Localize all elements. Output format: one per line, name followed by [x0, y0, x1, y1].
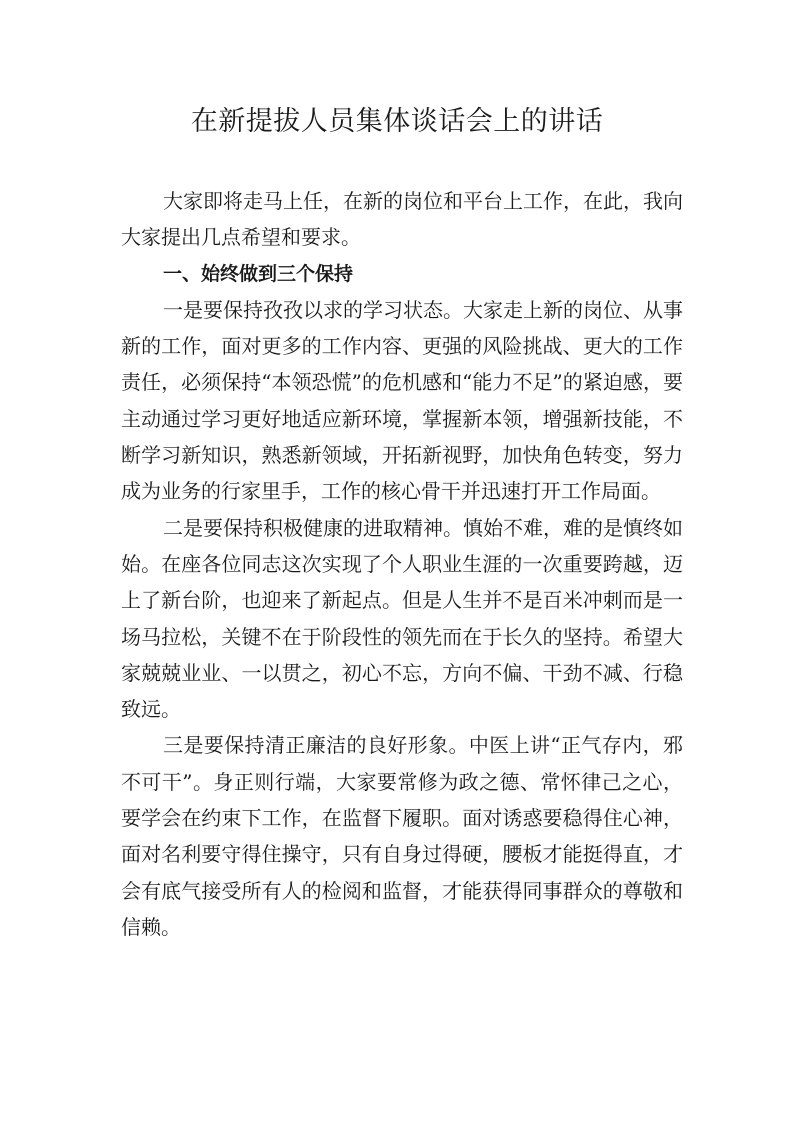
document-title: 在新提拔人员集体谈话会上的讲话 — [190, 106, 604, 137]
intro-paragraph: 大家即将走马上任，在新的岗位和平台上工作，在此，我向大家提出几点希望和要求。 — [121, 189, 683, 250]
section-heading: 一、始终做到三个保持 — [163, 262, 354, 285]
paragraph-study: 一是要保持孜孜以求的学习状态。大家走上新的岗位、从事新的工作，面对更多的工作内容、更强的风险挑战、更大的工作责任，必须保持“本领恐慌”的危机感和“能力不足”的紧迫感，要主动通过学习更好地适应新环境，掌握新本领，增强新技能，不断学习新知识，熟悉新领域，开拓新视野，加快角色转变，努力成为业务的行家里手，工作的核心骨干并迅速打开工作局面。 — [121, 297, 683, 504]
paragraph-integrity: 三是要保持清正廉洁的良好形象。中医上讲“正气存内，邪不可干”。身正则行端，大家要常修为政之德、常怀律己之心，要学会在约束下工作，在监督下履职。面对诱惑要稳得住心神，面对名利要守得住操守，只有自身过得硬，腰板才能挺得直，才会有底气接受所有人的检阅和监督，才能获得同事群众的尊敬和信赖。 — [121, 733, 683, 939]
document-body — [121, 183, 683, 945]
paragraph-spirit: 二是要保持积极健康的进取精神。慎始不难，难的是慎终如始。在座各位同志这次实现了个人职业生涯的一次重要跨越，迈上了新台阶，也迎来了新起点。但是人生并不是百米冲刺而是一场马拉松，关键不在于阶段性的领先而在于长久的坚持。希望大家兢兢业业、一以贯之，初心不忘，方向不偏、干劲不减、行稳致远。 — [121, 515, 683, 722]
